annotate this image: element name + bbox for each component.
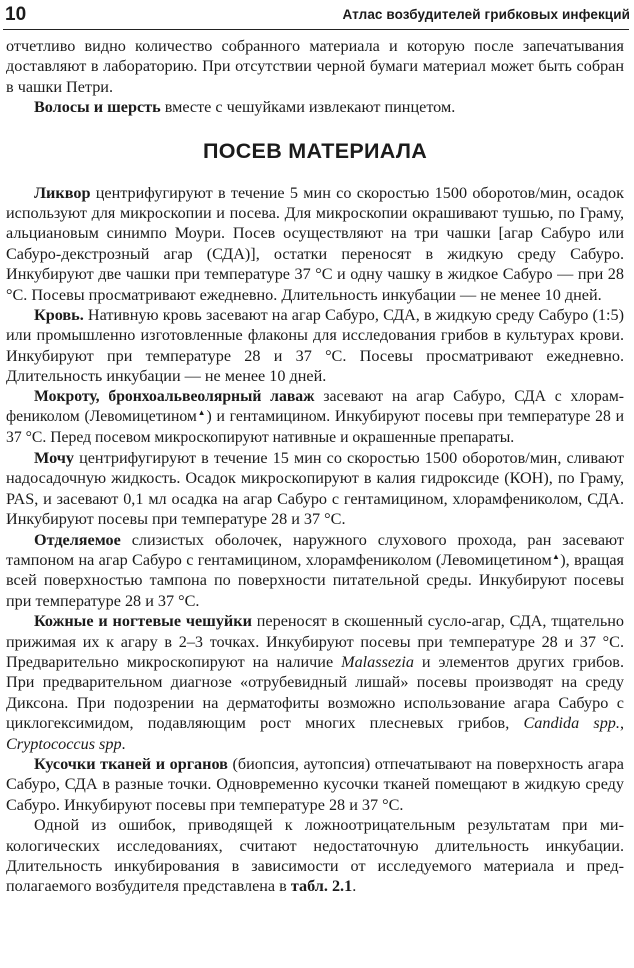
urine-paragraph: Мочу центрифугируют в течение 15 мин со скоростью 1500 оборотов/мин, сливают надосадочную жидкость. Осадок микроскопируют в калия гидроксиде (КОН), по Граму, PAS, и засевают 0,1 мл осадка на агар Сабуро с гентамицином, хлорамфениколом, СДА. Инкубируют посевы при температуре 28 и 37 °С. [6, 448, 624, 529]
running-title: Атлас возбудителей грибковых инфекций [342, 7, 630, 22]
section-heading: ПОСЕВ МАТЕРИАЛА [202, 138, 428, 163]
skin-paragraph: Кожные и ногтевые чешуйки переносят в скошенный сусло-агар, СДА, тщательно прижимая их к агару в 2–3 точках. Инкубируют посевы при температуре 28 и 37 °С. Предварительно микроскопируют на наличие Malassezia и элементов других грибов. При предварительном диагнозе «отрубевидный лишай» посевы производят на среду Диксона. При подозрении на дерматофиты возможно использование агара Сабуро с циклогексимидом, подавляющим рост многих плесневых грибов, Candida spp., Cryptococcus spp. [6, 612, 625, 753]
tissue-paragraph: Кусочки тканей и органов (биопсия, аутопсия) отпечатывают на поверхность агара Сабуро, СДА в разные точки. Одновременно кусочки тканей помещают в жидкую среду Сабуро. Инкубируют посевы при температуре 28 и 37 °С. [6, 755, 624, 814]
page-number: 10 [5, 4, 27, 25]
skin-term: Кожные и ногтевые чешуйки [34, 612, 252, 631]
sputum-paragraph: Мокроту, бронхоальвеолярный лаваж засевают на агар Сабуро, СДА с хлорамфениколом (Левомицетином▲) и гентамицином. Инкубируют посевы при температуре 28 и 37 °С. Перед посевом микроскопируют нативные и окрашенные препараты. [6, 387, 625, 446]
hair-paragraph: Волосы и шерсть вместе с чешуйками извлекают пинцетом. [34, 98, 456, 117]
intro-paragraph: отчетливо видно количество собранного материала и которую после запечатывания доставляют в лабораторию. При отсутствии черной бумаги материал может быть собран в чашки Петри. [6, 37, 624, 96]
trademark-mark: ▲ [551, 551, 561, 561]
discharge-paragraph: Отделяемое слизистых оболочек, наружного слухового прохода, ран засевают тампоном на агар Сабуро с гентамицином, хлорамфениколом (Левомицетином▲), вращая всей поверхностью тампона по поверхности питательной среды. Инкубируют посевы при температуре 28 и 37 °С. [6, 530, 624, 610]
errors-paragraph: Одной из ошибок, приводящей к ложноотрицательным результатам при микологических исследованиях, считают недостаточную длительность инкубации. Длительность инкубирования в зависимости от исследуемого материала и предполагаемого возбудителя представлена в табл. 2.1. [6, 816, 624, 896]
page-header [0, 0, 634, 34]
trademark-mark: ▲ [196, 408, 207, 418]
blood-term: Кровь. [34, 306, 84, 325]
table-reference: табл. 2.1 [290, 877, 353, 896]
tissue-term: Кусочки тканей и органов [34, 755, 228, 773]
page-body [6, 36, 624, 897]
species-name: Candida spp. [523, 714, 620, 733]
species-name: Malassezia [341, 652, 414, 671]
liquor-term: Ликвор [34, 183, 91, 202]
header-rule [3, 29, 629, 30]
discharge-term: Отделяемое [34, 530, 121, 549]
species-name: Cryptococcus spp [6, 734, 122, 753]
urine-term: Мочу [34, 448, 74, 467]
blood-paragraph: Кровь. Нативную кровь засевают на агар Сабуро, СДА, в жидкую среду Сабуро (1:5) или промышленно изготовленные флаконы для исследования грибов в культурах крови. Инкубируют при температуре 28 и 37 °С. Посевы просматривают ежедневно. Длительность инкубации — не менее 10 дней. [6, 306, 624, 386]
sputum-term: Мокроту, бронхоальвеолярный лаваж [34, 387, 315, 405]
liquor-paragraph: Ликвор центрифугируют в течение 5 мин со скоростью 1500 оборотов/мин, осадок используют для микроскопии и посева. Для микроскопии окрашивают тушью, по Граму, альциановым синимпо Моури. Посев осуществляют на три чашки [агар Сабуро или Сабуро-декстрозный агар (СДА)], остатки переносят в жидкую среду Сабуро. Инкубируют две чашки при температуре 37 °С и одну чашку в жидкое Сабуро — при 28 °С. Посевы просматривают ежедневно. Длительность инкубации — не менее 10 дней. [6, 183, 624, 304]
hair-term: Волосы и шерсть [34, 98, 161, 117]
